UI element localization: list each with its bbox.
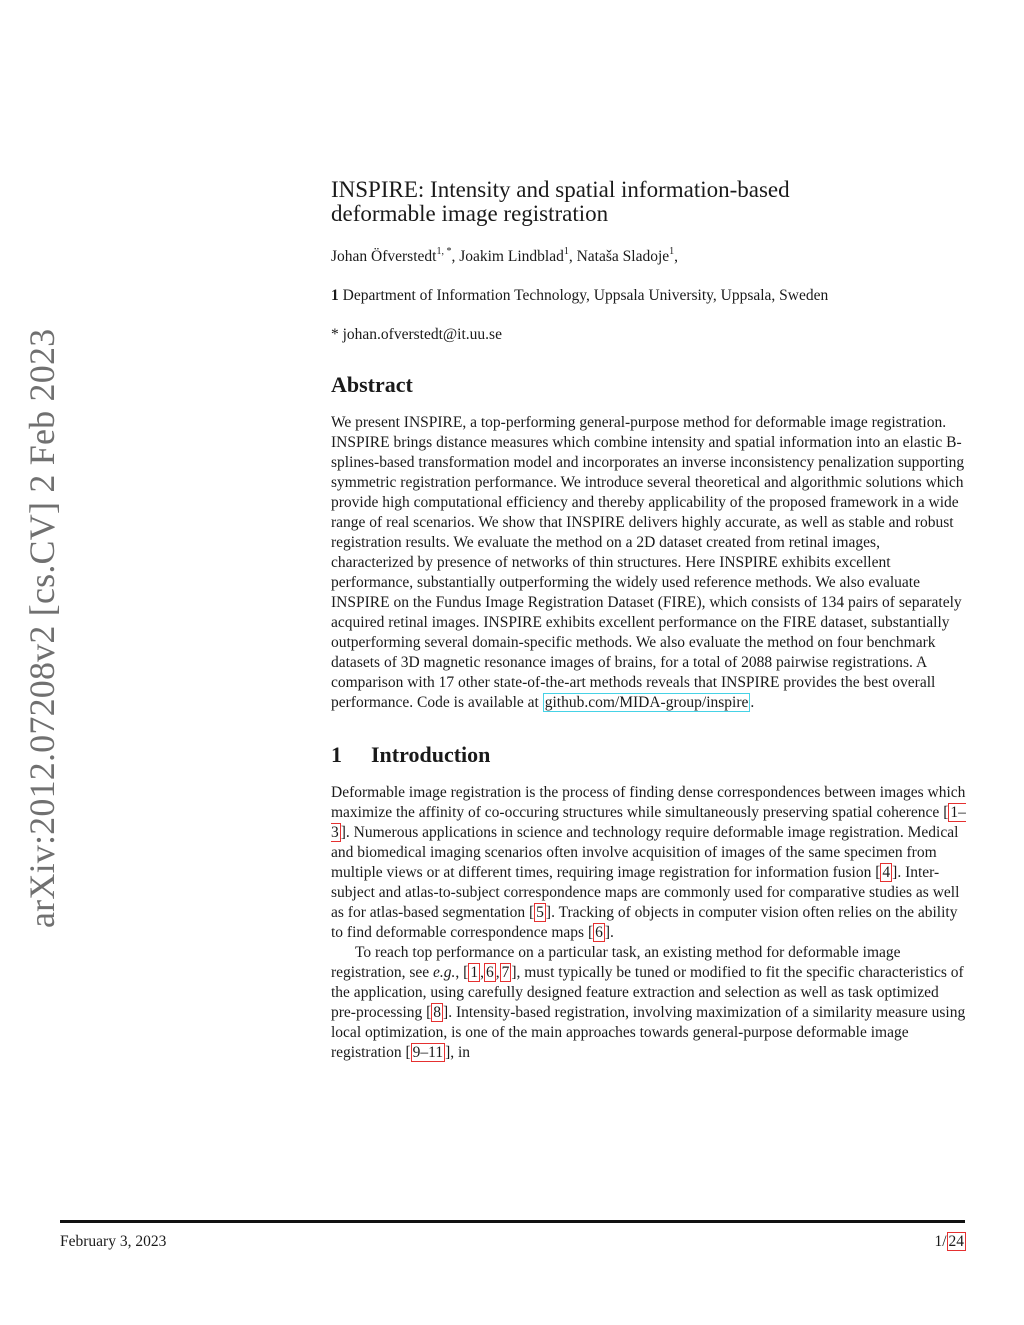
- citation-link[interactable]: 1–3: [331, 804, 966, 841]
- author-superscript: 1: [669, 246, 675, 257]
- author-name: Nataša Sladoje: [576, 248, 670, 265]
- section-title: Introduction: [371, 742, 491, 767]
- paper-content: [331, 178, 966, 1063]
- paper-title: [331, 178, 966, 226]
- title-line-1: INSPIRE: Intensity and spatial information-based: [331, 177, 790, 202]
- code-link[interactable]: github.com/MIDA-group/inspire: [544, 694, 749, 711]
- title-line-2: deformable image registration: [331, 201, 609, 226]
- abstract-heading: Abstract: [331, 372, 413, 397]
- author-name: Johan Öfverstedt: [331, 248, 437, 265]
- abstract-body: We present INSPIRE, a top-performing general-purpose method for deformable image registration. INSPIRE brings distance measures which combine intensity and spatial information into an elastic B-splines-based transformation model and incorporates an inverse inconsistency penalization supporting symmetric registration performance. We introduce several theoretical and algorithmic solutions which provide high computational efficiency and thereby applicability of the proposed framework in a wide range of real scenarios. We show that INSPIRE delivers highly accurate, as well as stable and robust registration results. We evaluate the method on a 2D dataset created from retinal images, characterized by presence of networks of thin structures. Here INSPIRE exhibits excellent performance, substantially outperforming the widely used reference methods. We also evaluate INSPIRE on the Fundus Image Registration Dataset (FIRE), which consists of 134 pairs of separately acquired retinal images. INSPIRE exhibits excellent performance on the FIRE dataset, substantially outperforming several domain-specific methods. We also evaluate the method on four benchmark datasets of 3D magnetic resonance images of brains, for a total of 2088 pairwise registrations. A comparison with 17 other state-of-the-art methods reveals that INSPIRE provides the best overall performance. Code is available at: [331, 414, 965, 711]
- page-number: 1/ 24: [934, 1233, 964, 1250]
- author-list: Johan Öfverstedt$^{1, *}$, Joakim Lindblad$^1$, Nataša Sladoje$^1$,: [331, 246, 679, 265]
- citation-link[interactable]: 4: [882, 864, 891, 881]
- section-number: 1: [331, 742, 342, 767]
- author-superscript: 1, *: [436, 246, 452, 257]
- citation-link[interactable]: 6: [485, 964, 494, 981]
- intro-paragraph-2: To reach top performance on a particular task, an existing method for deformable image registration, see e.g., [ 1 , 6 , 7 ], must typically be tuned or modified to fit the specific characteristics of the application, using carefully designed feature extraction and selection as well as task optimized pre-processing [ 8 ]. Intensity-based registration, involving maximization of a similarity measure using local optimization, is one of the main approaches towards general-purpose deformable image registration [ 9–11 ], in: [331, 944, 966, 1061]
- citation-link[interactable]: 7: [501, 964, 510, 981]
- footer-date: February 3, 2023: [60, 1233, 167, 1250]
- section-heading-introduction: [331, 742, 966, 768]
- affiliation: [331, 286, 966, 306]
- footer-divider: [60, 1220, 965, 1223]
- citation-link[interactable]: 5: [536, 904, 544, 921]
- corresponding-email: * johan.ofverstedt@it.uu.se: [331, 326, 502, 343]
- arxiv-identifier: arXiv:2012.07208v2 [cs.CV] 2 Feb 2023: [22, 328, 62, 928]
- affiliation-number: 1: [331, 287, 339, 304]
- author-name: Joakim Lindblad: [459, 248, 564, 265]
- citation-link[interactable]: 6: [595, 924, 603, 941]
- citation-link[interactable]: 8: [433, 1004, 442, 1021]
- intro-paragraph-1: Deformable image registration is the process of finding dense correspondences between images which maximize the affinity of co-occuring structures while simultaneously preserving spatial coherence [ 1–3 ]. Numerous applications in science and technology require deformable image registration. Medical and biomedical imaging scenarios often involve acquisition of images of the same specimen from multiple views or at different times, requiring image registration for information fusion [ 4 ]. Inter-subject and atlas-to-subject correspondence maps are commonly used for comparative studies as well as for atlas-based segmentation [ 5 ]. Tracking of objects in computer vision often relies on the ability to find deformable correspondence maps [ 6 ].: [331, 784, 966, 941]
- affiliation-text: Department of Information Technology, Uppsala University, Uppsala, Sweden: [342, 287, 829, 304]
- citation-link[interactable]: 9–11: [412, 1044, 444, 1061]
- abstract-text: We present INSPIRE, a top-performing general-purpose method for deformable image registration. INSPIRE brings distance measures which combine intensity and spatial information into an elastic B-splines-based transformation model and incorporates an inverse inconsistency penalization supporting symmetric registration performance. We introduce several theoretical and algorithmic solutions which provide high computational efficiency and thereby applicability of the proposed framework in a wide range of real scenarios. We show that INSPIRE delivers highly accurate, as well as stable and robust registration results. We evaluate the method on a 2D dataset created from retinal images, characterized by presence of networks of thin structures. Here INSPIRE exhibits excellent performance, substantially outperforming the widely used reference methods. We also evaluate INSPIRE on the Fundus Image Registration Dataset (FIRE), which consists of 134 pairs of separately acquired retinal images. INSPIRE exhibits excellent performance on the FIRE dataset, substantially outperforming several domain-specific methods. We also evaluate the method on four benchmark datasets of 3D magnetic resonance images of brains, for a total of 2088 pairwise registrations. A comparison with 17 other state-of-the-art methods reveals that INSPIRE provides the best overall performance. Code is available at github.com/MIDA-group/inspire .: [331, 414, 965, 711]
- citation-link[interactable]: 1: [470, 964, 479, 981]
- author-superscript: 1: [563, 246, 569, 257]
- emphasis: e.g.: [433, 964, 456, 981]
- total-pages-link[interactable]: 24: [948, 1233, 964, 1250]
- current-page: 1: [934, 1233, 943, 1250]
